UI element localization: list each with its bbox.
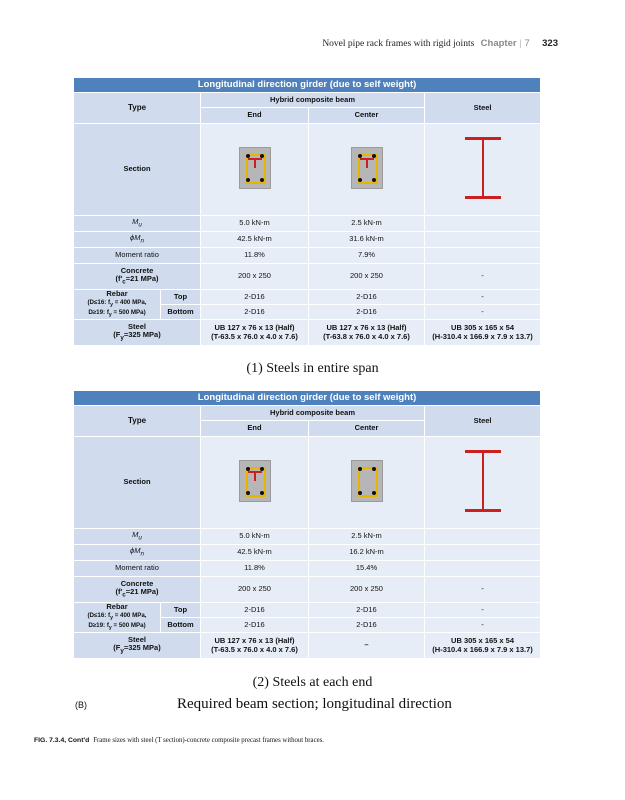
phimn-steel (424, 544, 540, 560)
steel-row-label: Steel ($F_y=325$ MPa) (74, 632, 200, 658)
steel-section-cell (424, 123, 540, 215)
running-head-chapter-number: 7 (524, 38, 530, 49)
concrete-center: 200 x 250 (308, 263, 424, 289)
moment-ratio-end: 11.8% (200, 560, 308, 576)
type-header: Type (74, 405, 200, 436)
type-header: Type (74, 92, 200, 123)
end-section-cell (200, 436, 308, 528)
table-title: Longitudinal direction girder (due to self weight) (74, 391, 540, 405)
steel-end: UB 127 x 76 x 13 (Half) (T-63.5 x 76.0 x 4.0 x 7.6) (200, 632, 308, 658)
end-header: End (200, 420, 308, 436)
subcaption-1: (1) Steels in entire span (246, 361, 379, 376)
center-header: Center (308, 107, 424, 123)
rebar-top-label: Top (160, 602, 200, 617)
rebar-top-steel: - (424, 289, 540, 304)
panel-label: (B) (75, 700, 87, 710)
rebar-top-end: 2-D16 (200, 602, 308, 617)
mu-label: $M_u$ (74, 528, 200, 544)
mu-end: 5.0 kN-m (200, 215, 308, 231)
moment-ratio-steel (424, 247, 540, 263)
rebar-bottom-center: 2-D16 (308, 304, 424, 319)
steel-header: Steel (424, 92, 540, 123)
moment-ratio-steel (424, 560, 540, 576)
end-header: End (200, 107, 308, 123)
rebar-bottom-end: 2-D16 (200, 304, 308, 319)
steel-row-label: Steel ($F_y=325$ MPa) (74, 319, 200, 345)
composite-section-center-icon (351, 147, 383, 189)
mu-end: 5.0 kN-m (200, 528, 308, 544)
rebar-bottom-steel: - (424, 304, 540, 319)
concrete-label: Concrete ($f'_c=21$ MPa) (74, 576, 200, 602)
rebar-top-center: 2-D16 (308, 289, 424, 304)
steel-i-beam-icon (465, 137, 501, 199)
phimn-end: 42.5 kN-m (200, 544, 308, 560)
steel-steel: UB 305 x 165 x 54 (H-310.4 x 166.9 x 7.9 x 13.7) (424, 632, 540, 658)
steel-i-beam-icon (465, 450, 501, 512)
rebar-bottom-center: 2-D16 (308, 617, 424, 632)
mu-center: 2.5 kN-m (308, 215, 424, 231)
moment-ratio-center: 7.9% (308, 247, 424, 263)
steel-section-cell (424, 436, 540, 528)
moment-ratio-label: Moment ratio (74, 247, 200, 263)
concrete-center: 200 x 250 (308, 576, 424, 602)
rebar-bottom-steel: - (424, 617, 540, 632)
subcaption-2: (2) Steels at each end (252, 675, 373, 690)
mu-center: 2.5 kN-m (308, 528, 424, 544)
rebar-label: Rebar (D≤16: $f_y = 400$ MPa, D≥19: $f_y = 500$ MPa) (74, 602, 160, 632)
concrete-steel: - (424, 263, 540, 289)
rebar-bottom-label: Bottom (160, 304, 200, 319)
steel-steel: UB 305 x 165 x 54 (H-310.4 x 166.9 x 7.9 x 13.7) (424, 319, 540, 345)
phimn-end: 42.5 kN-m (200, 231, 308, 247)
panel-caption: Required beam section; longitudinal direction (177, 696, 452, 712)
section-label: Section (74, 436, 200, 528)
moment-ratio-center: 15.4% (308, 560, 424, 576)
steel-center: UB 127 x 76 x 13 (Half) (T-63.8 x 76.0 x 4.0 x 7.6) (308, 319, 424, 345)
moment-ratio-label: Moment ratio (74, 560, 200, 576)
center-section-cell (308, 436, 424, 528)
section-label: Section (74, 123, 200, 215)
rebar-bottom-label: Bottom (160, 617, 200, 632)
figure-caption-text: Frame sizes with steel (T section)-concrete composite precast frames without braces. (93, 737, 324, 744)
rebar-top-label: Top (160, 289, 200, 304)
moment-ratio-end: 11.8% (200, 247, 308, 263)
rebar-top-steel: - (424, 602, 540, 617)
concrete-label: Concrete ($f'_c=21$ MPa) (74, 263, 200, 289)
figure-label: FIG. 7.3.4, Cont'd (34, 737, 90, 744)
running-head (322, 38, 558, 49)
phimn-center: 16.2 kN-m (308, 544, 424, 560)
mu-steel (424, 528, 540, 544)
mu-label: $M_u$ (74, 215, 200, 231)
running-head-chapter-word: Chapter (480, 38, 517, 49)
hybrid-header: Hybrid composite beam (200, 92, 424, 107)
running-head-separator: | (519, 39, 522, 49)
girder-table-2 (74, 391, 540, 658)
center-header: Center (308, 420, 424, 436)
concrete-end: 200 x 250 (200, 263, 308, 289)
concrete-steel: - (424, 576, 540, 602)
running-head-title: Novel pipe rack frames with rigid joints (322, 39, 475, 49)
mu-steel (424, 215, 540, 231)
page-number: 323 (542, 38, 558, 49)
end-section-cell (200, 123, 308, 215)
phimn-steel (424, 231, 540, 247)
concrete-end: 200 x 250 (200, 576, 308, 602)
composite-section-end-icon (239, 147, 271, 189)
steel-header: Steel (424, 405, 540, 436)
rebar-top-end: 2-D16 (200, 289, 308, 304)
rebar-label: Rebar (D≤16: $f_y = 400$ MPa, D≥19: $f_y = 500$ MPa) (74, 289, 160, 319)
girder-table-1 (74, 78, 540, 345)
center-section-cell (308, 123, 424, 215)
phimn-center: 31.6 kN-m (308, 231, 424, 247)
steel-center: – (308, 632, 424, 658)
steel-end: UB 127 x 76 x 13 (Half) (T-63.5 x 76.0 x 4.0 x 7.6) (200, 319, 308, 345)
phimn-label: $\phi M_n$ (74, 544, 200, 560)
rebar-bottom-end: 2-D16 (200, 617, 308, 632)
table-title: Longitudinal direction girder (due to self weight) (74, 78, 540, 92)
hybrid-header: Hybrid composite beam (200, 405, 424, 420)
composite-section-end-icon (239, 460, 271, 502)
concrete-section-center-icon (351, 460, 383, 502)
phimn-label: $\phi M_n$ (74, 231, 200, 247)
rebar-top-center: 2-D16 (308, 602, 424, 617)
figure-caption (34, 737, 324, 744)
